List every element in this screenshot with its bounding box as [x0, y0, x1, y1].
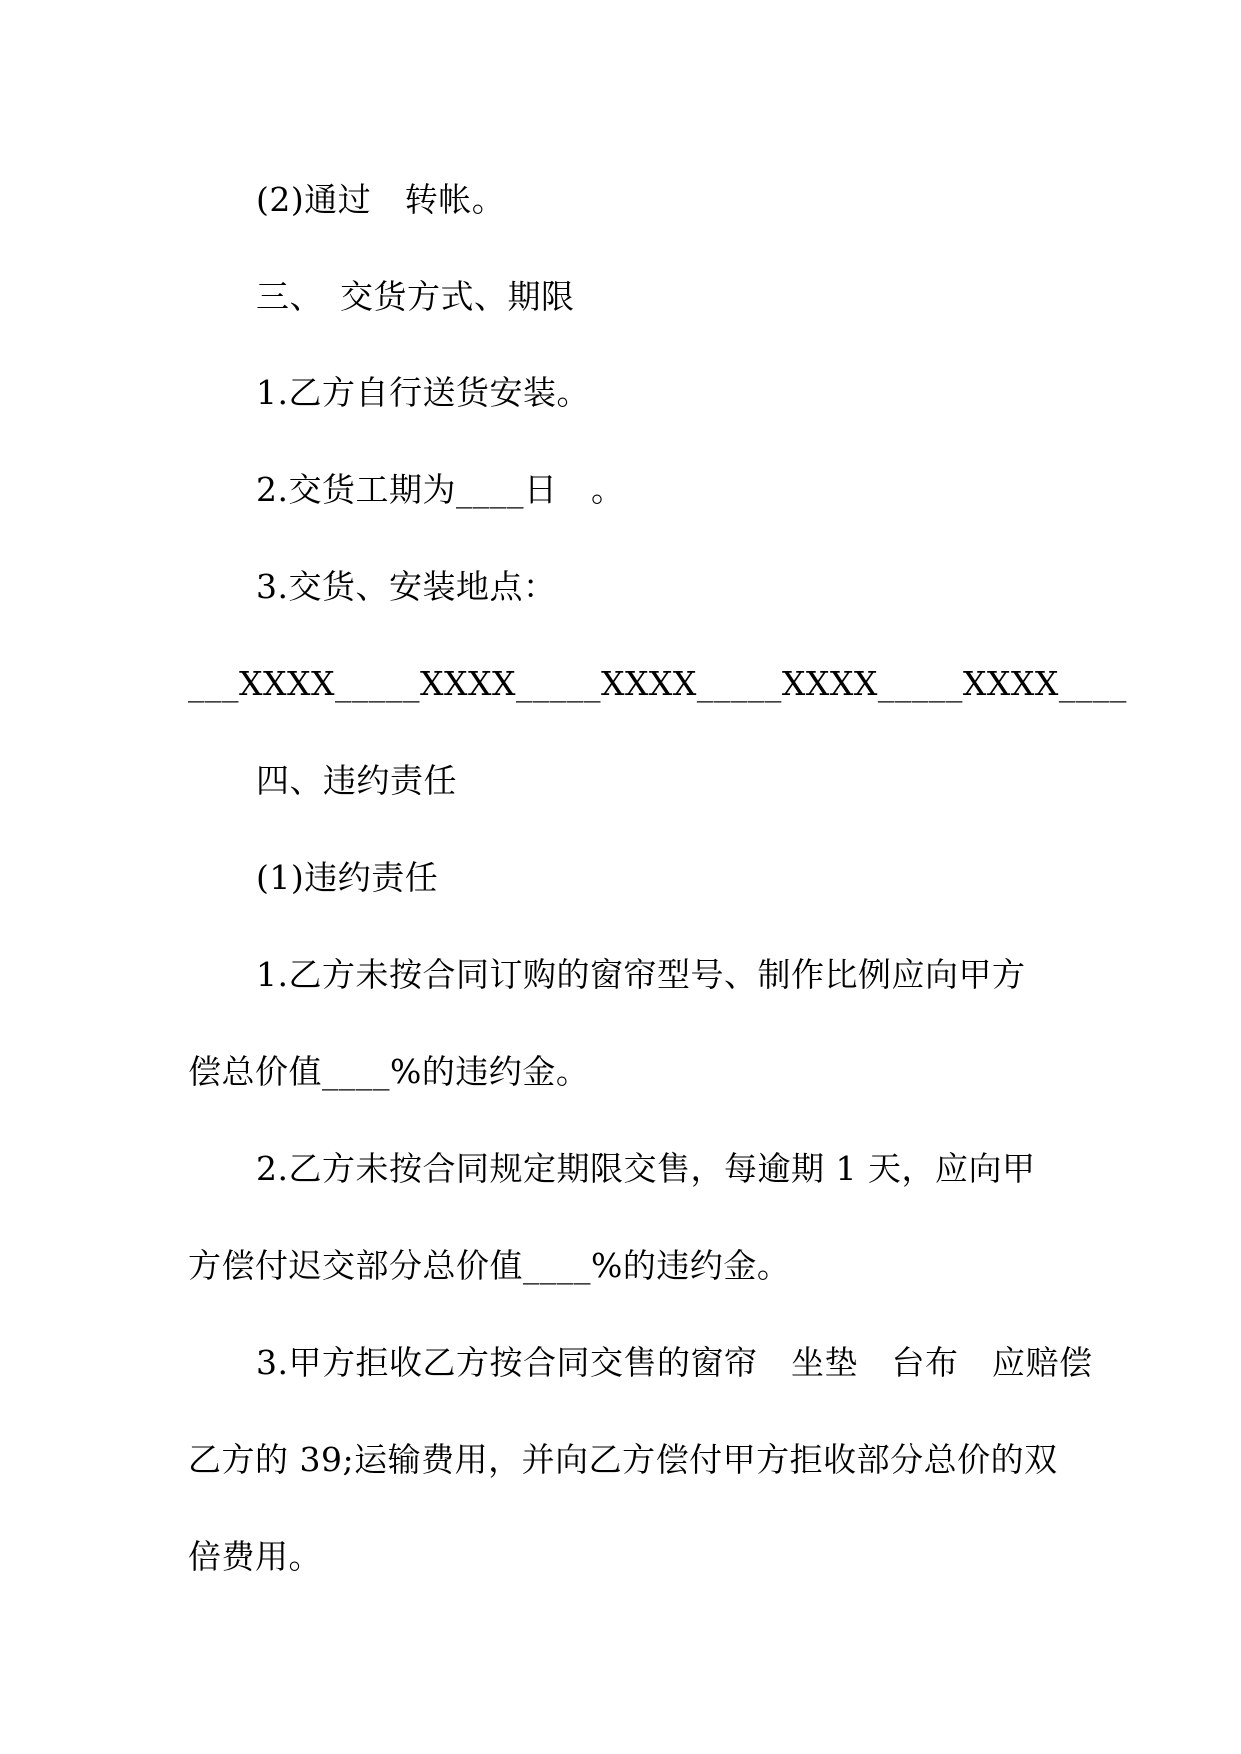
delivery-clause-2: 2.交货工期为____日 。: [256, 470, 625, 509]
breach-clause-3-line-3: 倍费用。: [188, 1537, 322, 1576]
section-3-heading: 三、 交货方式、期限: [256, 277, 575, 316]
breach-clause-3-line-2: 乙方的 39;运输费用，并向乙方偿付甲方拒收部分总价的双: [188, 1440, 1058, 1479]
delivery-clause-3: 3.交货、安装地点：: [256, 567, 557, 606]
breach-clause-1-line-2: 偿总价值____%的违约金。: [188, 1052, 590, 1091]
delivery-address-blank: ___XXXX_____XXXX_____XXXX_____XXXX_____XXXX____: [188, 664, 1127, 703]
breach-clause-2-line-2: 方偿付迟交部分总价值____%的违约金。: [188, 1246, 791, 1285]
breach-clause-1-line-1: 1.乙方未按合同订购的窗帘型号、制作比例应向甲方: [256, 955, 1026, 994]
delivery-clause-1: 1.乙方自行送货安装。: [256, 373, 590, 412]
breach-subheading-1: (1)违约责任: [256, 858, 439, 897]
breach-clause-3-line-1: 3.甲方拒收乙方按合同交售的窗帘 坐垫 台布 应赔偿: [256, 1343, 1093, 1382]
section-4-heading: 四、违约责任: [256, 761, 457, 800]
breach-clause-2-line-1: 2.乙方未按合同规定期限交售，每逾期 1 天，应向甲: [256, 1149, 1036, 1188]
payment-method-item-2: (2)通过 转帐。: [256, 180, 506, 219]
